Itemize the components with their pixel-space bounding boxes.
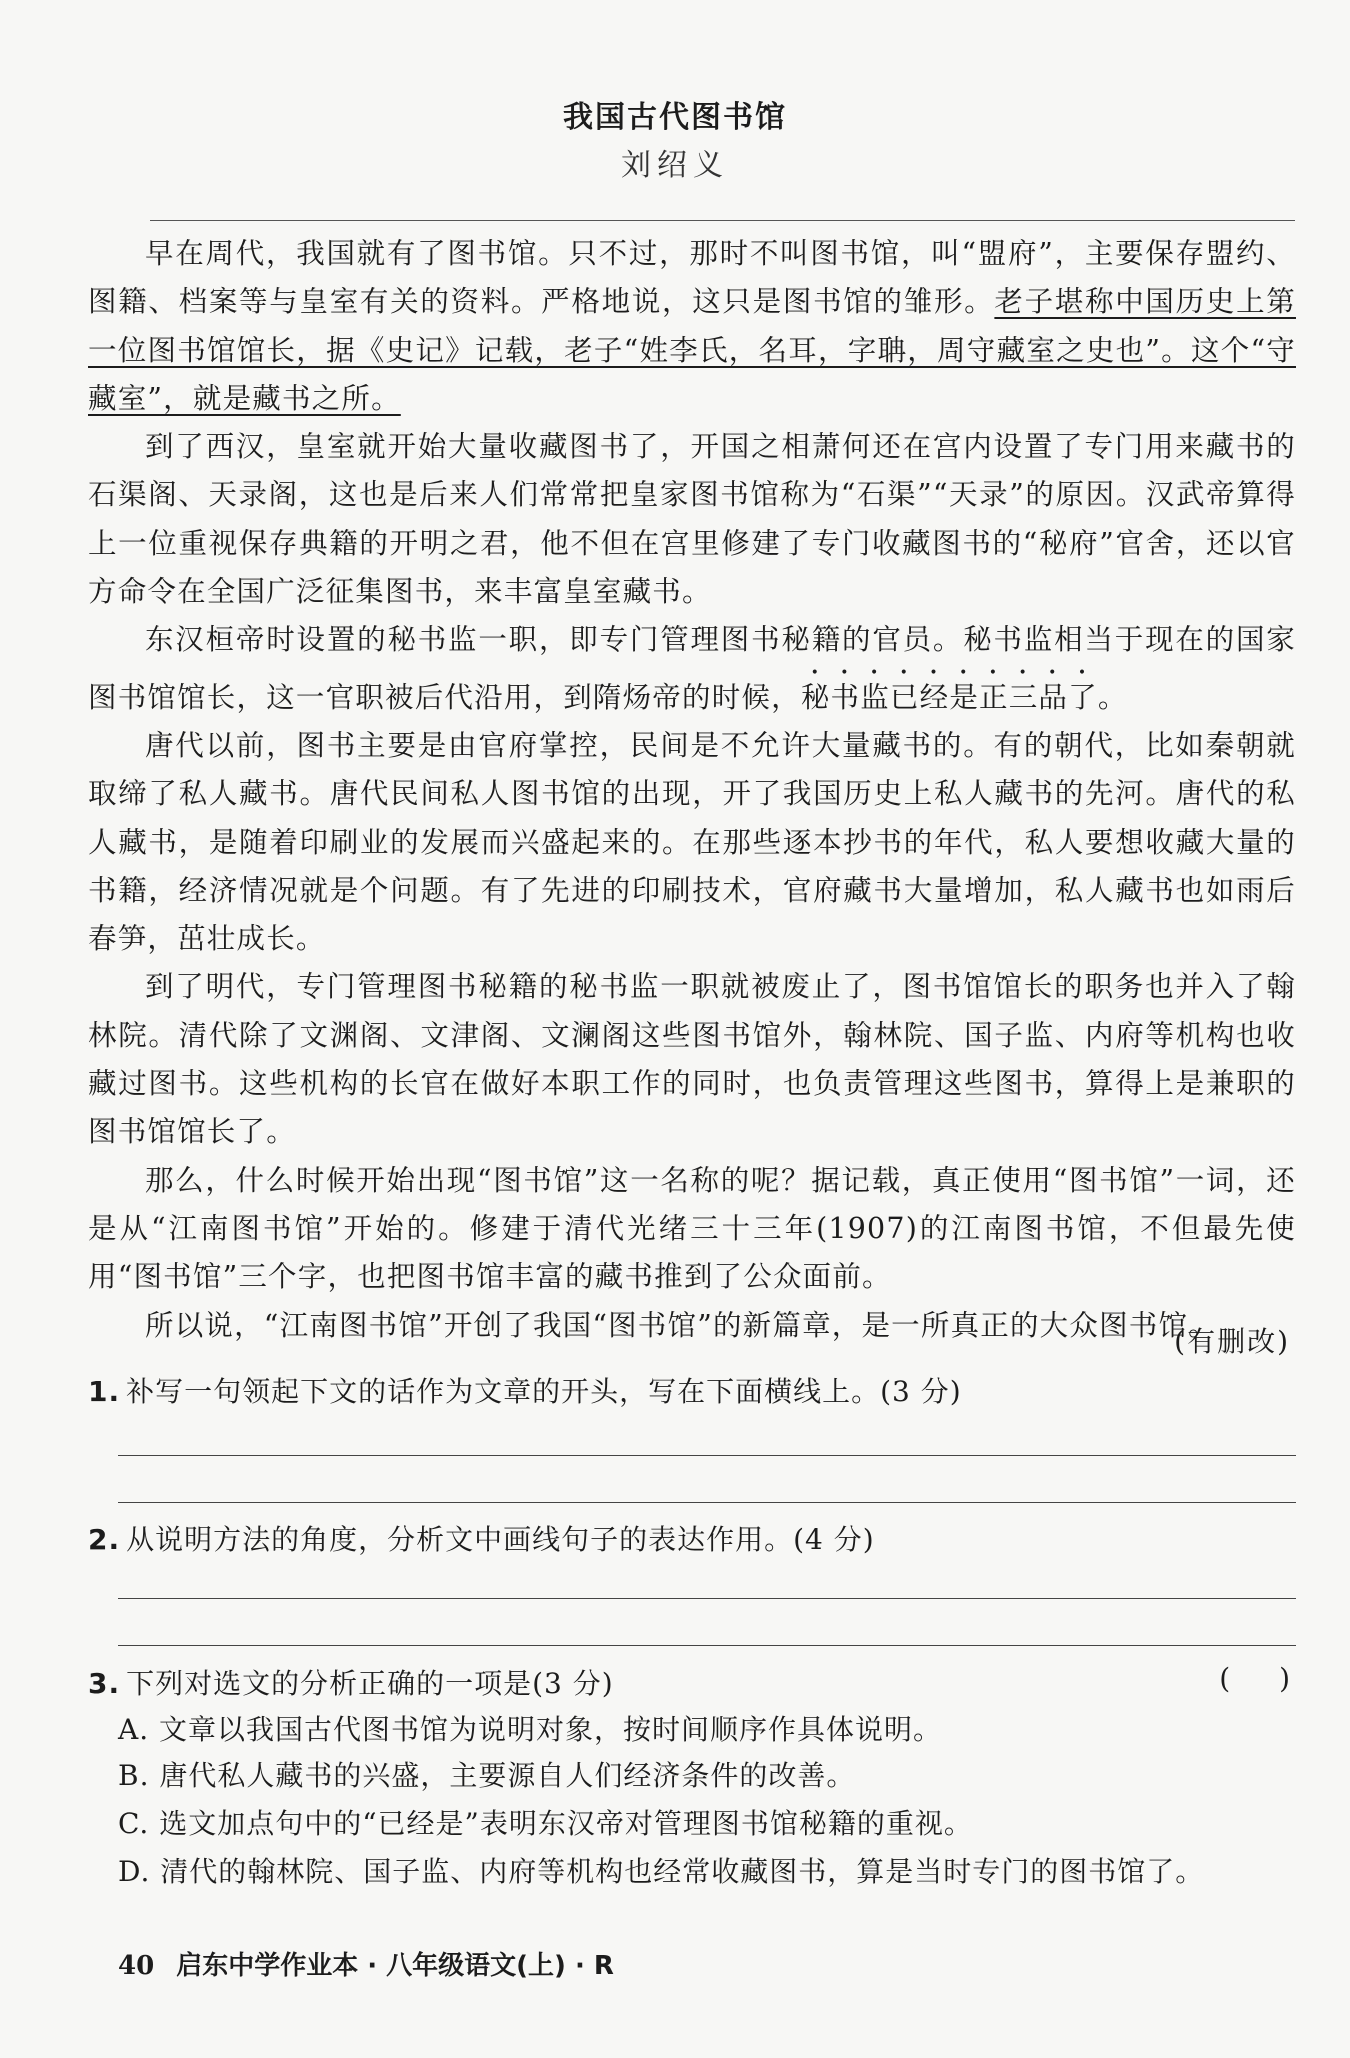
page-number: 40: [118, 1951, 155, 1981]
question-1-text: 补写一句领起下文的话作为文章的开头，写在下面横线上。(3 分): [126, 1375, 962, 1408]
paragraph-3: [88, 616, 1296, 722]
article-title: 我国古代图书馆: [563, 100, 787, 135]
paragraph-1-text: 早在周代，我国就有了图书馆。只不过，那时不叫图书馆，叫“盟府”，主要保存盟约、图籍、档案等与皇室有关的资料。严格地说，这只是图书馆的雏形。: [88, 237, 1296, 319]
question-3-text: 下列对选文的分析正确的一项是(3 分): [126, 1667, 614, 1700]
dotted-sentence: 秘书监已经是正三品了: [800, 680, 1098, 714]
title-divider: [150, 220, 1295, 221]
page-footer: [118, 1945, 614, 1982]
question-2: [88, 1518, 875, 1558]
paragraph-6: 那么，什么时候开始出现“图书馆”这一名称的呢？据记载，真正使用“图书馆”一词，还是从“江南图书馆”开始的。修建于清代光绪三十三年(1907)的江南图书馆，不但最先使用“图书馆”三个字，也把图书馆丰富的藏书推到了公众面前。: [88, 1163, 1296, 1294]
underlined-sentence: 老子堪称中国历史上第一位图书馆馆长，据《史记》记载，老子“姓李氏，名耳，字聃，周守藏室之史也”。这个“守藏室”，就是藏书之所。: [88, 285, 1296, 415]
answer-line-1a[interactable]: [118, 1455, 1296, 1456]
question-1: [88, 1370, 962, 1410]
option-a[interactable]: A. 文章以我国古代图书馆为说明对象，按时间顺序作具体说明。: [118, 1713, 943, 1746]
question-1-number: 1.: [88, 1375, 121, 1408]
paragraph-1: [88, 230, 1296, 423]
option-d[interactable]: D. 清代的翰林院、国子监、内府等机构也经常收藏图书，算是当时专门的图书馆了。: [118, 1855, 1205, 1888]
paragraph-4: 唐代以前，图书主要是由官府掌控，民间是不允许大量藏书的。有的朝代，比如秦朝就取缔了私人藏书。唐代民间私人图书馆的出现，开了我国历史上私人藏书的先河。唐代的私人藏书，是随着印刷业的发展而兴盛起来的。在那些逐本抄书的年代，私人要想收藏大量的书籍，经济情况就是个问题。有了先进的印刷技术，官府藏书大量增加，私人藏书也如雨后春笋，茁壮成长。: [88, 728, 1296, 956]
question-2-number: 2.: [88, 1523, 121, 1556]
revision-note: (有删改): [1174, 1325, 1290, 1358]
option-b[interactable]: B. 唐代私人藏书的兴盛，主要源自人们经济条件的改善。: [118, 1759, 856, 1792]
answer-line-2b[interactable]: [118, 1645, 1296, 1646]
question-3-number: 3.: [88, 1667, 121, 1700]
paragraph-2: 到了西汉，皇室就开始大量收藏图书了，开国之相萧何还在宫内设置了专门用来藏书的石渠阁、天录阁，这也是后来人们常常把皇家图书馆称为“石渠”“天录”的原因。汉武帝算得上一位重视保存典籍的开明之君，他不但在宫里修建了专门收藏图书的“秘府”官舍，还以官方命令在全国广泛征集图书，来丰富皇室藏书。: [88, 430, 1296, 609]
paragraph-7: 所以说，“江南图书馆”开创了我国“图书馆”的新篇章，是一所真正的大众图书馆。: [145, 1308, 1218, 1342]
option-c[interactable]: C. 选文加点句中的“已经是”表明东汉帝对管理图书馆秘籍的重视。: [118, 1807, 973, 1840]
article-author: 刘绍义: [621, 148, 729, 183]
book-title: 启东中学作业本 · 八年级语文(上) · R: [176, 1951, 614, 1981]
answer-line-2a[interactable]: [118, 1598, 1296, 1599]
question-2-text: 从说明方法的角度，分析文中画线句子的表达作用。(4 分): [126, 1523, 875, 1556]
article-body: [88, 230, 1296, 1350]
paragraph-3-text: 东汉桓帝时设置的秘书监一职，即专门管理图书秘籍的官员。秘书监相当于现在的国家图书馆馆长，这一官职被后代沿用，到隋炀帝的时候，: [88, 623, 1296, 714]
paragraph-3-end: 。: [1097, 680, 1128, 714]
answer-line-1b[interactable]: [118, 1502, 1296, 1503]
answer-parentheses[interactable]: ( ): [1219, 1662, 1290, 1695]
question-3: [88, 1662, 614, 1702]
paragraph-5: 到了明代，专门管理图书秘籍的秘书监一职就被废止了，图书馆馆长的职务也并入了翰林院。清代除了文渊阁、文津阁、文澜阁这些图书馆外，翰林院、国子监、内府等机构也收藏过图书。这些机构的长官在做好本职工作的同时，也负责管理这些图书，算得上是兼职的图书馆馆长了。: [88, 970, 1296, 1149]
